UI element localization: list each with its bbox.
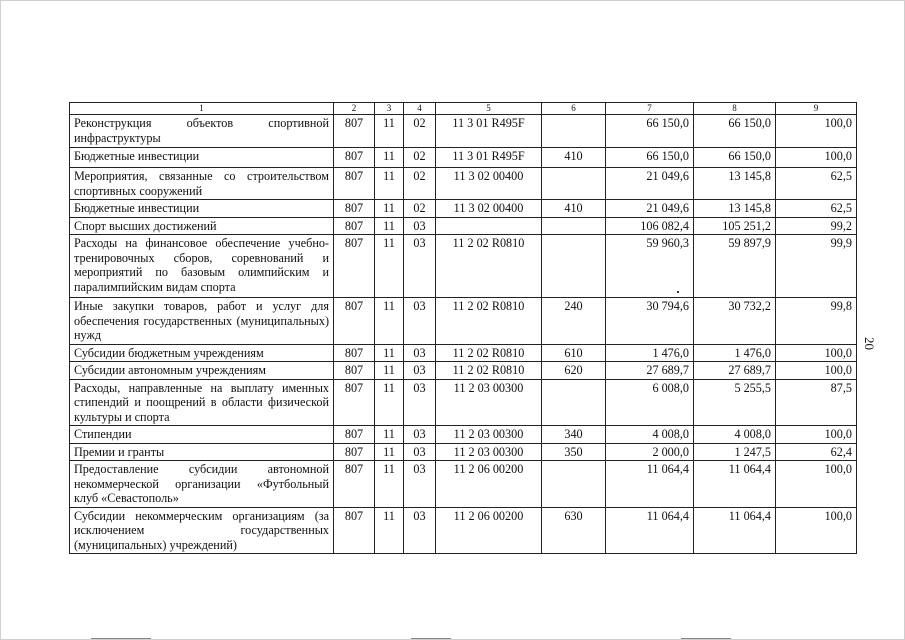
cell-subsection: 02 (404, 168, 436, 200)
cell-target-article: 11 3 01 R495F (436, 148, 542, 168)
cell-percent: 62,4 (776, 443, 857, 461)
cell-target-article: 11 2 03 00300 (436, 443, 542, 461)
cell-planned: 2 000,0 (606, 443, 694, 461)
table-row (70, 426, 857, 444)
cell-expense-type: 620 (542, 362, 606, 380)
cell-name: Бюджетные инвестиции (70, 148, 334, 168)
cell-planned: 27 689,7 (606, 362, 694, 380)
cell-planned: 21 049,6 (606, 200, 694, 218)
cell-ministry-code: 807 (334, 298, 375, 345)
cell-ministry-code: 807 (334, 362, 375, 380)
cell-target-article: 11 2 02 R0810 (436, 362, 542, 380)
cell-section: 11 (375, 507, 404, 554)
cell-executed: 11 064,4 (694, 507, 776, 554)
cell-expense-type (542, 168, 606, 200)
column-number-row (70, 103, 857, 115)
cell-subsection: 03 (404, 461, 436, 508)
cell-executed: 11 064,4 (694, 461, 776, 508)
cell-ministry-code: 807 (334, 443, 375, 461)
cell-ministry-code: 807 (334, 379, 375, 426)
cell-target-article: 11 2 02 R0810 (436, 235, 542, 298)
cell-section: 11 (375, 168, 404, 200)
cell-section: 11 (375, 443, 404, 461)
cell-ministry-code: 807 (334, 507, 375, 554)
cell-percent: 62,5 (776, 168, 857, 200)
cell-name: Предоставление субсидии автономной некоммерческой организации «Футбольный клуб «Севастополь» (70, 461, 334, 508)
cell-subsection: 03 (404, 217, 436, 235)
cell-percent: 87,5 (776, 379, 857, 426)
cell-name: Бюджетные инвестиции (70, 200, 334, 218)
cell-ministry-code: 807 (334, 235, 375, 298)
table-row (70, 443, 857, 461)
cell-subsection: 03 (404, 298, 436, 345)
cell-subsection: 03 (404, 379, 436, 426)
cell-executed: 59 897,9 (694, 235, 776, 298)
table-row (70, 115, 857, 148)
cell-percent: 100,0 (776, 148, 857, 168)
cell-planned: 106 082,4 (606, 217, 694, 235)
cell-section: 11 (375, 362, 404, 380)
cell-percent: 100,0 (776, 362, 857, 380)
cell-name: Реконструкция объектов спортивной инфраструктуры (70, 115, 334, 148)
cell-executed: 66 150,0 (694, 148, 776, 168)
cell-ministry-code: 807 (334, 426, 375, 444)
budget-table (69, 102, 857, 554)
cell-percent: 100,0 (776, 507, 857, 554)
cell-subsection: 03 (404, 362, 436, 380)
table-row (70, 344, 857, 362)
cell-percent: 100,0 (776, 461, 857, 508)
cell-planned: 4 008,0 (606, 426, 694, 444)
cell-planned: 11 064,4 (606, 461, 694, 508)
cell-name: Спорт высших достижений (70, 217, 334, 235)
column-number: 4 (404, 103, 436, 115)
cell-ministry-code: 807 (334, 148, 375, 168)
table-row (70, 362, 857, 380)
cell-name: Премии и гранты (70, 443, 334, 461)
cell-percent: 100,0 (776, 426, 857, 444)
table-row (70, 148, 857, 168)
cell-executed: 1 476,0 (694, 344, 776, 362)
table-row (70, 507, 857, 554)
cell-target-article: 11 2 03 00300 (436, 426, 542, 444)
table-row (70, 298, 857, 345)
cell-expense-type (542, 217, 606, 235)
cell-section: 11 (375, 235, 404, 298)
cell-section: 11 (375, 461, 404, 508)
cell-executed: 13 145,8 (694, 200, 776, 218)
cell-target-article: 11 2 02 R0810 (436, 298, 542, 345)
cell-ministry-code: 807 (334, 217, 375, 235)
cell-planned: 21 049,6 (606, 168, 694, 200)
cell-planned: 1 476,0 (606, 344, 694, 362)
cell-section: 11 (375, 298, 404, 345)
cell-subsection: 03 (404, 426, 436, 444)
cell-subsection: 03 (404, 443, 436, 461)
cell-section: 11 (375, 344, 404, 362)
cell-section: 11 (375, 115, 404, 148)
cell-percent: 62,5 (776, 200, 857, 218)
cell-name: Субсидии автономным учреждениям (70, 362, 334, 380)
column-number: 1 (70, 103, 334, 115)
column-number: 3 (375, 103, 404, 115)
cell-target-article: 11 3 01 R495F (436, 115, 542, 148)
cell-target-article: 11 2 06 00200 (436, 461, 542, 508)
scan-speck (677, 291, 679, 293)
cell-section: 11 (375, 148, 404, 168)
cell-expense-type: 610 (542, 344, 606, 362)
cell-planned: 6 008,0 (606, 379, 694, 426)
cell-expense-type: 630 (542, 507, 606, 554)
cell-expense-type: 410 (542, 200, 606, 218)
cell-planned: 59 960,3 (606, 235, 694, 298)
cell-ministry-code: 807 (334, 200, 375, 218)
cell-name: Расходы на финансовое обеспечение учебно-тренировочных сборов, соревнований и мероприятий по базовым олимпийским и паралимпийским видам спорта (70, 235, 334, 298)
cell-name: Расходы, направленные на выплату именных стипендий и поощрений в области физической культуры и спорта (70, 379, 334, 426)
table-row (70, 379, 857, 426)
column-number: 7 (606, 103, 694, 115)
cell-target-article: 11 2 02 R0810 (436, 344, 542, 362)
cell-subsection: 02 (404, 148, 436, 168)
cell-planned: 66 150,0 (606, 115, 694, 148)
cell-executed: 30 732,2 (694, 298, 776, 345)
cell-name: Иные закупки товаров, работ и услуг для обеспечения государственных (муниципальных) нужд (70, 298, 334, 345)
column-number: 9 (776, 103, 857, 115)
cell-percent: 99,2 (776, 217, 857, 235)
cell-ministry-code: 807 (334, 344, 375, 362)
scan-edge-mark (681, 638, 731, 639)
cell-section: 11 (375, 217, 404, 235)
cell-expense-type: 240 (542, 298, 606, 345)
cell-executed: 105 251,2 (694, 217, 776, 235)
table-row (70, 217, 857, 235)
cell-expense-type (542, 235, 606, 298)
cell-ministry-code: 807 (334, 115, 375, 148)
cell-percent: 100,0 (776, 115, 857, 148)
cell-executed: 5 255,5 (694, 379, 776, 426)
cell-expense-type: 410 (542, 148, 606, 168)
cell-executed: 27 689,7 (694, 362, 776, 380)
cell-executed: 1 247,5 (694, 443, 776, 461)
cell-name: Стипендии (70, 426, 334, 444)
scan-edge-mark (411, 638, 451, 639)
table-row (70, 235, 857, 298)
page-number: 20 (862, 337, 877, 350)
cell-target-article: 11 2 03 00300 (436, 379, 542, 426)
column-number: 8 (694, 103, 776, 115)
cell-target-article: 11 3 02 00400 (436, 200, 542, 218)
cell-expense-type: 340 (542, 426, 606, 444)
cell-percent: 100,0 (776, 344, 857, 362)
cell-planned: 66 150,0 (606, 148, 694, 168)
cell-ministry-code: 807 (334, 461, 375, 508)
scan-edge-mark (91, 638, 151, 639)
cell-name: Субсидии бюджетным учреждениям (70, 344, 334, 362)
column-number: 6 (542, 103, 606, 115)
cell-subsection: 03 (404, 507, 436, 554)
cell-target-article (436, 217, 542, 235)
cell-subsection: 02 (404, 200, 436, 218)
table-row (70, 461, 857, 508)
cell-target-article: 11 2 06 00200 (436, 507, 542, 554)
cell-subsection: 02 (404, 115, 436, 148)
cell-name: Мероприятия, связанные со строительством спортивных сооружений (70, 168, 334, 200)
cell-section: 11 (375, 200, 404, 218)
cell-percent: 99,9 (776, 235, 857, 298)
cell-planned: 11 064,4 (606, 507, 694, 554)
cell-name: Субсидии некоммерческим организациям (за исключением государственных (муниципальных) учреждений) (70, 507, 334, 554)
cell-ministry-code: 807 (334, 168, 375, 200)
cell-expense-type: 350 (542, 443, 606, 461)
cell-section: 11 (375, 379, 404, 426)
column-number: 2 (334, 103, 375, 115)
cell-expense-type (542, 379, 606, 426)
cell-expense-type (542, 115, 606, 148)
cell-target-article: 11 3 02 00400 (436, 168, 542, 200)
column-number: 5 (436, 103, 542, 115)
table-row (70, 168, 857, 200)
table-row (70, 200, 857, 218)
cell-expense-type (542, 461, 606, 508)
cell-executed: 13 145,8 (694, 168, 776, 200)
cell-section: 11 (375, 426, 404, 444)
cell-subsection: 03 (404, 344, 436, 362)
cell-executed: 4 008,0 (694, 426, 776, 444)
cell-planned: 30 794,6 (606, 298, 694, 345)
cell-percent: 99,8 (776, 298, 857, 345)
cell-subsection: 03 (404, 235, 436, 298)
cell-executed: 66 150,0 (694, 115, 776, 148)
